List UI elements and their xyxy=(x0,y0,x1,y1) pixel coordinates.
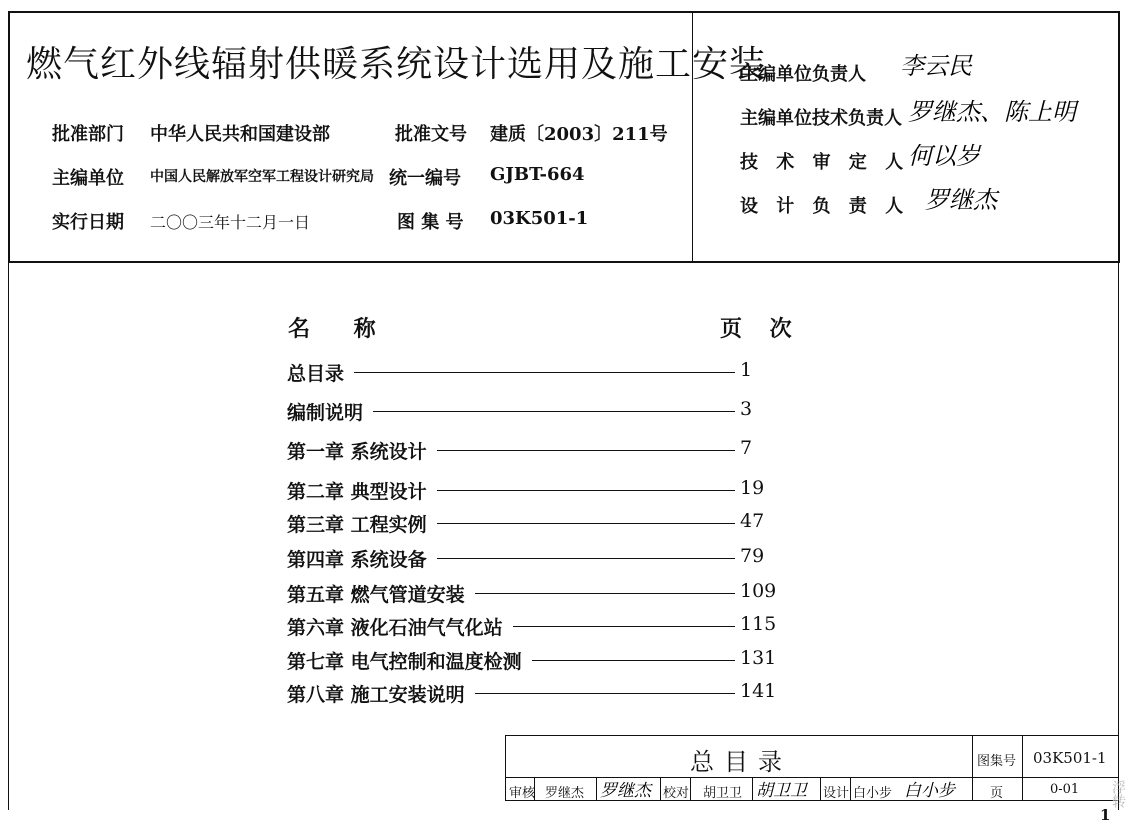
tech-reviewer-signature: 何以岁 xyxy=(908,142,980,170)
chief-unit-leader-label: 主编单位负责人 xyxy=(740,64,866,85)
title-block-bottom xyxy=(505,800,1118,801)
drawing-title: 总目录 xyxy=(690,748,792,776)
atlas-title: 燃气红外线辐射供暖系统设计选用及施工安装 xyxy=(26,44,767,85)
chief-unit-leader-signature: 李云民 xyxy=(900,52,972,80)
unified-no-label: 统一编号 xyxy=(389,168,461,189)
toc-page-header: 页 次 xyxy=(720,316,802,342)
toc-entry-label: 第四章 系统设备 xyxy=(287,545,431,572)
toc-entry-label: 第一章 系统设计 xyxy=(287,437,431,464)
corner-mark: 浮转 xyxy=(1110,780,1126,808)
toc-entry xyxy=(287,437,787,463)
toc-leader-line xyxy=(437,450,735,451)
toc-entry-label: 第三章 工程实例 xyxy=(287,510,431,537)
check-name: 胡卫卫 xyxy=(703,786,743,801)
title-block-top xyxy=(505,735,1118,736)
editor-unit-label: 主编单位 xyxy=(52,168,124,189)
sheet-number: 1 xyxy=(1100,806,1111,824)
tb-divider xyxy=(596,777,597,800)
toc-entry-page: 3 xyxy=(740,398,753,420)
toc-leader-line xyxy=(513,626,735,627)
design-name: 白小步 xyxy=(853,786,893,801)
toc-leader-line xyxy=(437,523,735,524)
toc-entry-label: 编制说明 xyxy=(287,398,367,425)
toc-entry xyxy=(287,580,787,606)
toc-entry xyxy=(287,613,787,639)
review-name: 罗继杰 xyxy=(545,786,585,801)
toc-entry-label: 总目录 xyxy=(287,359,348,386)
approve-dept: 中华人民共和国建设部 xyxy=(150,124,330,145)
toc-entry-label: 第二章 典型设计 xyxy=(287,477,431,504)
atlas-no-label: 图 集 号 xyxy=(397,212,464,233)
tb-divider xyxy=(820,777,821,800)
tb-divider xyxy=(850,777,851,800)
design-leader-label: 设 计 负 责 人 xyxy=(740,196,910,217)
tb-divider xyxy=(660,777,661,800)
design-leader-signature: 罗继杰 xyxy=(925,186,997,214)
toc-entry-page: 79 xyxy=(740,545,765,567)
review-label: 审核 xyxy=(509,786,536,801)
toc-entry-page: 19 xyxy=(740,477,765,499)
effective-date: 二〇〇三年十二月一日 xyxy=(150,213,311,232)
tech-reviewer-label: 技 术 审 定 人 xyxy=(740,152,910,173)
toc-leader-line xyxy=(373,411,735,412)
atlas-value: 03K501-1 xyxy=(1033,749,1107,767)
design-label: 设计 xyxy=(823,786,850,801)
review-signature: 罗继杰 xyxy=(600,781,651,801)
title-block-left xyxy=(505,735,506,800)
toc-entry-label: 第八章 施工安装说明 xyxy=(287,680,469,707)
toc-leader-line xyxy=(354,372,735,373)
toc-leader-line xyxy=(437,490,735,491)
tb-divider xyxy=(752,777,753,800)
toc-entry xyxy=(287,545,787,571)
toc-entry-label: 第七章 电气控制和温度检测 xyxy=(287,647,526,674)
toc-entry xyxy=(287,477,787,503)
toc-entry-page: 115 xyxy=(740,613,777,635)
tech-leader-signature: 罗继杰、陈上明 xyxy=(908,98,1076,126)
check-signature: 胡卫卫 xyxy=(756,781,807,801)
editor-unit: 中国人民解放军空军工程设计研究局 xyxy=(150,169,374,185)
toc-entry-page: 7 xyxy=(740,437,753,459)
toc-entry-page: 1 xyxy=(740,359,753,381)
check-label: 校对 xyxy=(663,786,690,801)
toc-leader-line xyxy=(475,593,735,594)
toc-entry-page: 109 xyxy=(740,580,777,602)
unified-no: GJBT-664 xyxy=(490,164,585,185)
page-left-border xyxy=(8,262,9,810)
toc-leader-line xyxy=(532,660,735,661)
toc-entry xyxy=(287,680,787,706)
toc-entry xyxy=(287,510,787,536)
tb-divider xyxy=(1022,735,1023,800)
atlas-label: 图集号 xyxy=(977,754,1017,769)
page-value: 0-01 xyxy=(1050,782,1080,797)
atlas-no: 03K501-1 xyxy=(490,208,589,229)
approve-dept-label: 批准部门 xyxy=(52,124,124,145)
toc-leader-line xyxy=(437,558,735,559)
toc-name-header: 名 称 xyxy=(288,316,394,342)
toc-entry xyxy=(287,359,787,385)
effective-date-label: 实行日期 xyxy=(52,212,124,233)
toc-entry-page: 131 xyxy=(740,647,777,669)
design-signature: 白小步 xyxy=(904,781,955,801)
toc-entry xyxy=(287,647,787,673)
toc-entry xyxy=(287,398,787,424)
tb-divider xyxy=(972,735,973,800)
toc-entry-page: 47 xyxy=(740,510,765,532)
toc-leader-line xyxy=(475,693,735,694)
tech-leader-label: 主编单位技术负责人 xyxy=(740,108,902,129)
toc-entry-label: 第六章 液化石油气气化站 xyxy=(287,613,507,640)
page-label: 页 xyxy=(990,786,1004,801)
toc-entry-page: 141 xyxy=(740,680,777,702)
toc-entry-label: 第五章 燃气管道安装 xyxy=(287,580,469,607)
tb-divider xyxy=(690,777,691,800)
approve-doc-label: 批准文号 xyxy=(395,124,467,145)
page-right-border xyxy=(1118,262,1119,810)
approve-doc: 建质〔2003〕211号 xyxy=(490,124,668,145)
